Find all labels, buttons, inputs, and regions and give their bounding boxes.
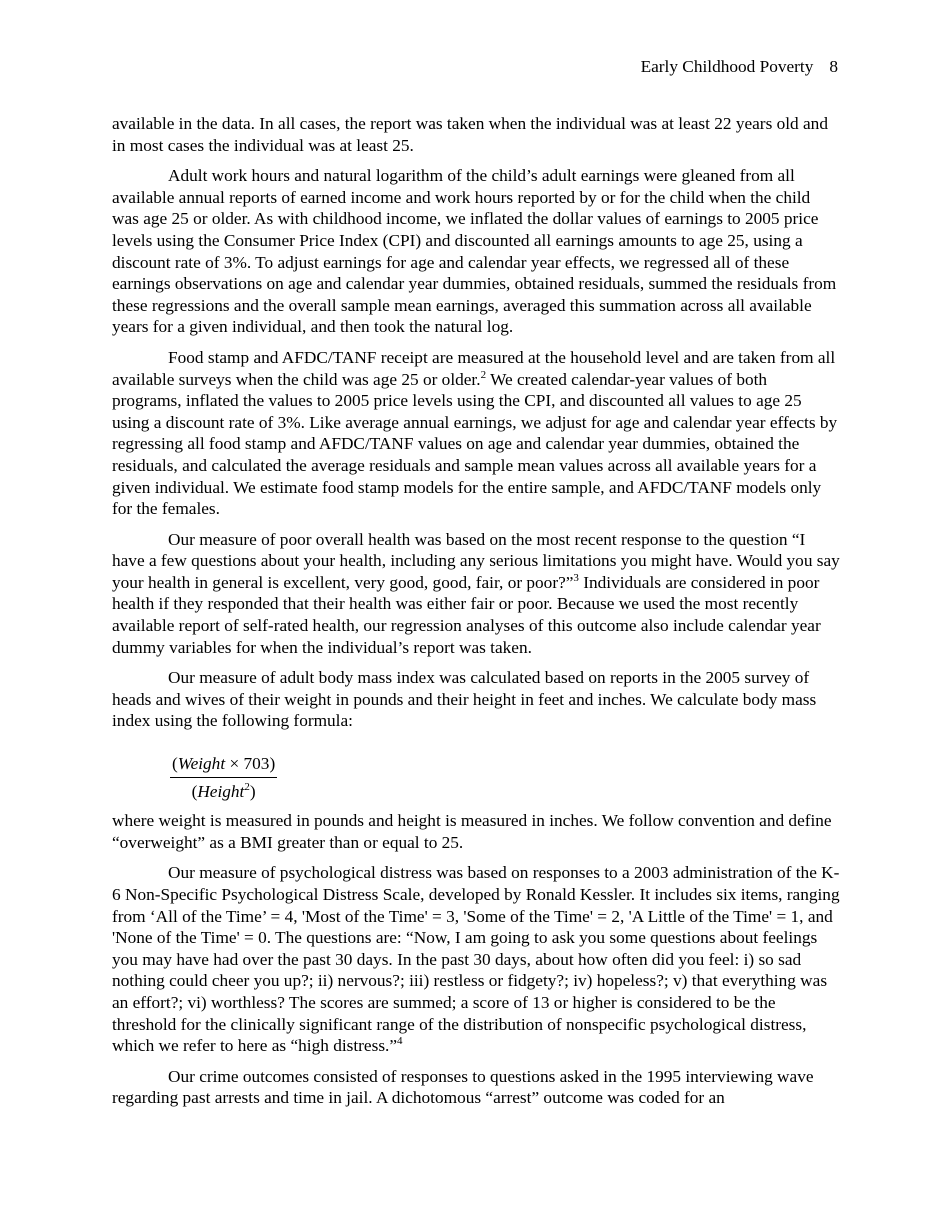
paragraph-2: Adult work hours and natural logarithm of the child’s adult earnings were gleaned from all available annual reports of earned income and work hours reported by or for the child when the child was age 25 or older. As with childhood income, we inflated the dollar values of earnings to 2005 price levels using the Consumer Price Index (CPI) and discounted all earnings amounts to age 25, using a discount rate of 3%. To adjust earnings for age and calendar year effects, we regressed all of these earnings observations on age and calendar year dummies, obtained residuals, summed the residuals from these regressions and the overall sample mean earnings, averaged this summation across all available years for a given individual, and then took the natural log. xyxy=(112,166,837,337)
formula-denominator xyxy=(170,778,277,803)
formula-numerator xyxy=(170,753,277,778)
paragraph-4-text-a: Our measure of poor overall health was based on the most recent response to the question “I have a few questions about your health, including any serious limitations you might have. Would you say your health in general is excellent, very good, good, fair, or poor?” xyxy=(112,529,840,592)
formula-exponent: 2 xyxy=(244,780,250,793)
paragraph-4 xyxy=(112,529,840,659)
bmi-formula xyxy=(170,753,277,802)
footnote-ref-3: 3 xyxy=(573,572,579,585)
paragraph-3-text-a: Food stamp and AFDC/TANF receipt are measured at the household level and are taken from all available surveys when the child was age 25 or older. xyxy=(112,347,836,389)
paragraph-8: Our crime outcomes consisted of responses to questions asked in the 1995 interviewing wave regarding past arrests and time in jail. A dichotomous “arrest” outcome was coded for an xyxy=(112,1066,814,1108)
paragraph-6: where weight is measured in pounds and height is measured in inches. We follow convention and define “overweight” as a BMI greater than or equal to 25. xyxy=(112,811,832,852)
body-text xyxy=(112,113,840,1118)
paragraph-4-text-b: Individuals are considered in poor health if they responded that their health was either fair or poor. Because we used the most recently available report of self-rated health, our regression analyses of this outcome also include calendar year dummy variables for when the individual’s report was taken. xyxy=(112,572,821,657)
paragraph-5: Our measure of adult body mass index was calculated based on reports in the 2005 survey of heads and wives of their weight in pounds and their height in feet and inches. We calculate body mass index using the following formula: xyxy=(112,668,817,731)
page-number: 8 xyxy=(829,57,838,76)
footnote-ref-2: 2 xyxy=(480,368,487,381)
paragraph-3-text-b: We created calendar-year values of both programs, inflated the values to 2005 price levels using the CPI, and discounted all values to age 25 using a discount rate of 3%. Like average annual earnings, we adjust for age and calendar year effects by regressing all food stamp and AFDC/TANF values on age and calendar year dummies, obtained the residuals, and calculated the average residuals and sample mean values across all available years for a given individual. We estimate food stamp models for the entire sample, and AFDC/TANF models only for the females. xyxy=(112,369,838,519)
paragraph-7-text: Our measure of psychological distress was based on responses to a 2003 administration of the K-6 Non-Specific Psychological Distress Scale, developed by Ronald Kessler. It includes six items, ranging from ‘All of the Time’ = 4, 'Most of the Time' = 3, 'Some of the Time' = 2, 'A Little of the Time' = 1, and 'None of the Time' = 0. The questions are: “Now, I am going to ask you some questions about feelings you may have had over the past 30 days. In the past 30 days, about how often did you feel: i) so sad nothing could cheer you up?; ii) nervous?; iii) restless or fidgety?; iv) hopeless?; v) that everything was an effort?; vi) worthless? The scores are summed; a score of 13 or higher is considered to be the threshold for the clinically significant range of the distribution of nonspecific psychological distress, which we refer to here as “high distress.” xyxy=(112,863,840,1056)
formula-weight: Weight xyxy=(177,754,226,774)
running-header xyxy=(641,56,838,78)
footnote-ref-4: 4 xyxy=(397,1035,403,1048)
formula-num-rest: × 703) xyxy=(225,754,276,774)
paragraph-3 xyxy=(112,347,840,520)
formula-den-close: ) xyxy=(249,781,256,801)
formula-num-open: ( xyxy=(172,754,178,774)
paragraph-1: available in the data. In all cases, the report was taken when the individual was at least 22 years old and in most cases the individual was at least 25. xyxy=(112,114,828,155)
running-title: Early Childhood Poverty xyxy=(640,57,814,76)
paragraph-7 xyxy=(112,862,840,1056)
formula-height: Height xyxy=(197,781,245,801)
formula-den-open: ( xyxy=(191,781,198,801)
